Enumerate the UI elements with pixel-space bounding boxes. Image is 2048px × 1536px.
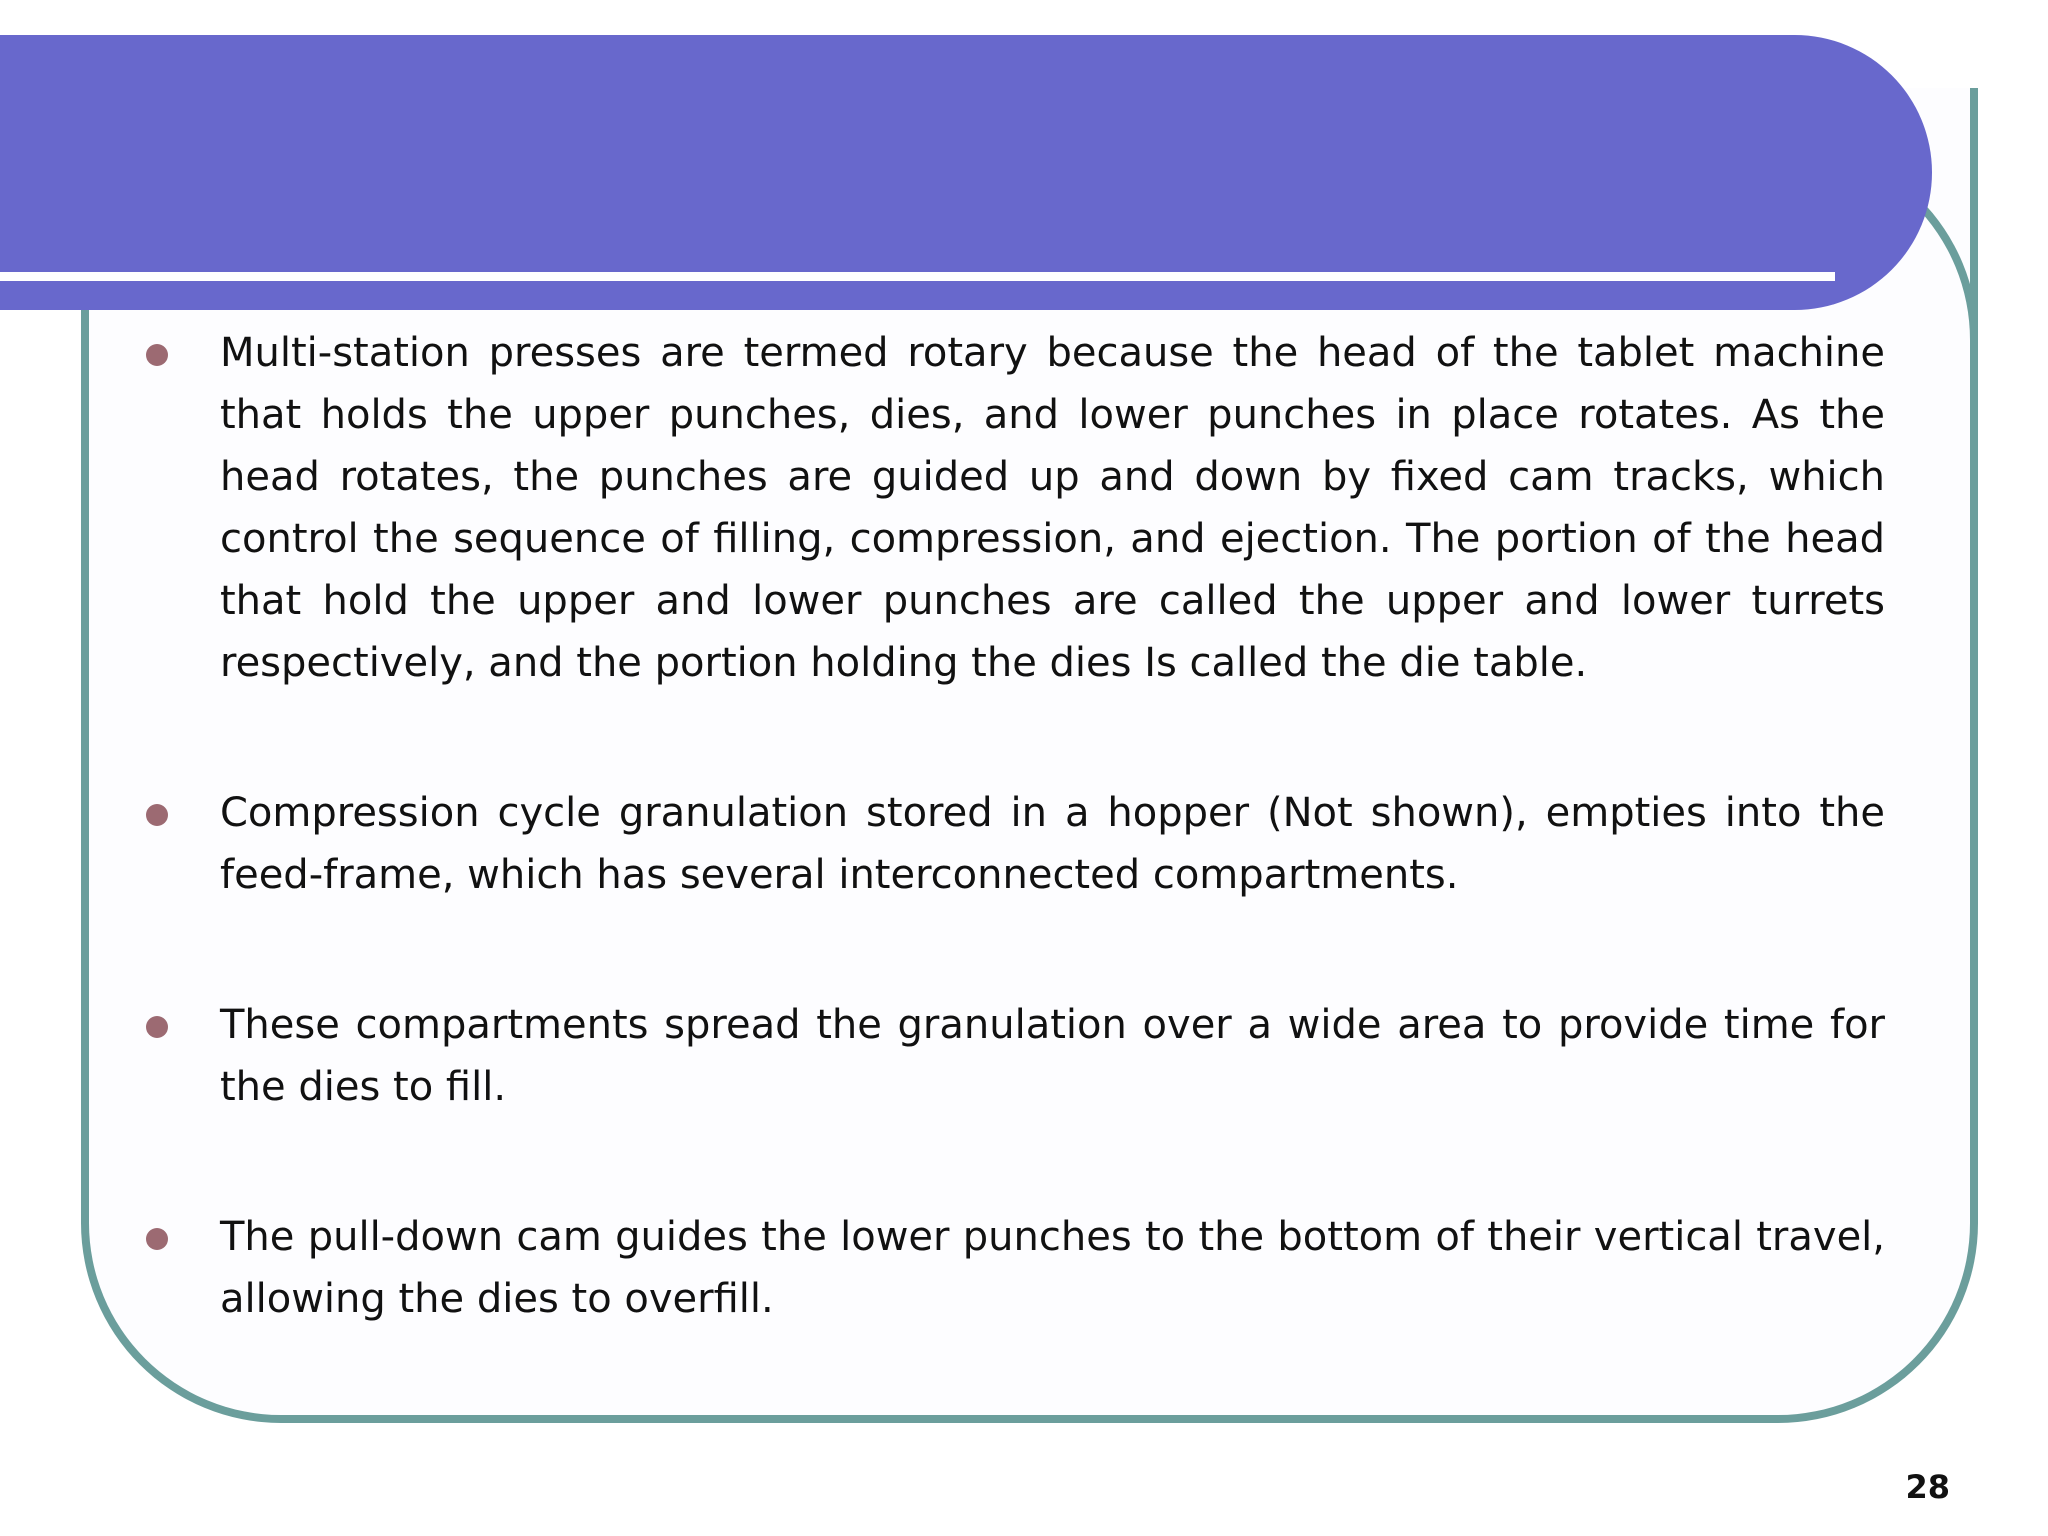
bullet-list — [140, 322, 1885, 1330]
bullet-item — [140, 322, 1885, 694]
header-band — [0, 35, 1932, 310]
bullet-dot-icon — [146, 344, 168, 366]
bullet-item — [140, 994, 1885, 1118]
page-number: 28 — [1905, 1468, 1950, 1506]
bullet-dot-icon — [146, 1016, 168, 1038]
bullet-text: The pull-down cam guides the lower punches to the bottom of their vertical travel, allowing the dies to overfill. — [220, 1214, 1885, 1322]
header-divider-line — [0, 272, 1835, 281]
bullet-item — [140, 1206, 1885, 1330]
bullet-dot-icon — [146, 804, 168, 826]
bullet-text: Multi-station presses are termed rotary because the head of the tablet machine that holds the upper punches, dies, and lower punches in place rotates. As the head rotates, the punches are guided up and down by fixed cam tracks, which control the sequence of filling, compression, and ejection. The portion of the head that hold the upper and lower punches are called the upper and lower turrets respectively, and the portion holding the dies Is called the die table. — [220, 330, 1885, 686]
bullet-text: Compression cycle granulation stored in a hopper (Not shown), empties into the feed-frame, which has several interconnected compartments. — [220, 790, 1885, 898]
bullet-text: These compartments spread the granulation over a wide area to provide time for the dies to fill. — [220, 1002, 1885, 1110]
bullet-item — [140, 782, 1885, 906]
bullet-dot-icon — [146, 1228, 168, 1250]
